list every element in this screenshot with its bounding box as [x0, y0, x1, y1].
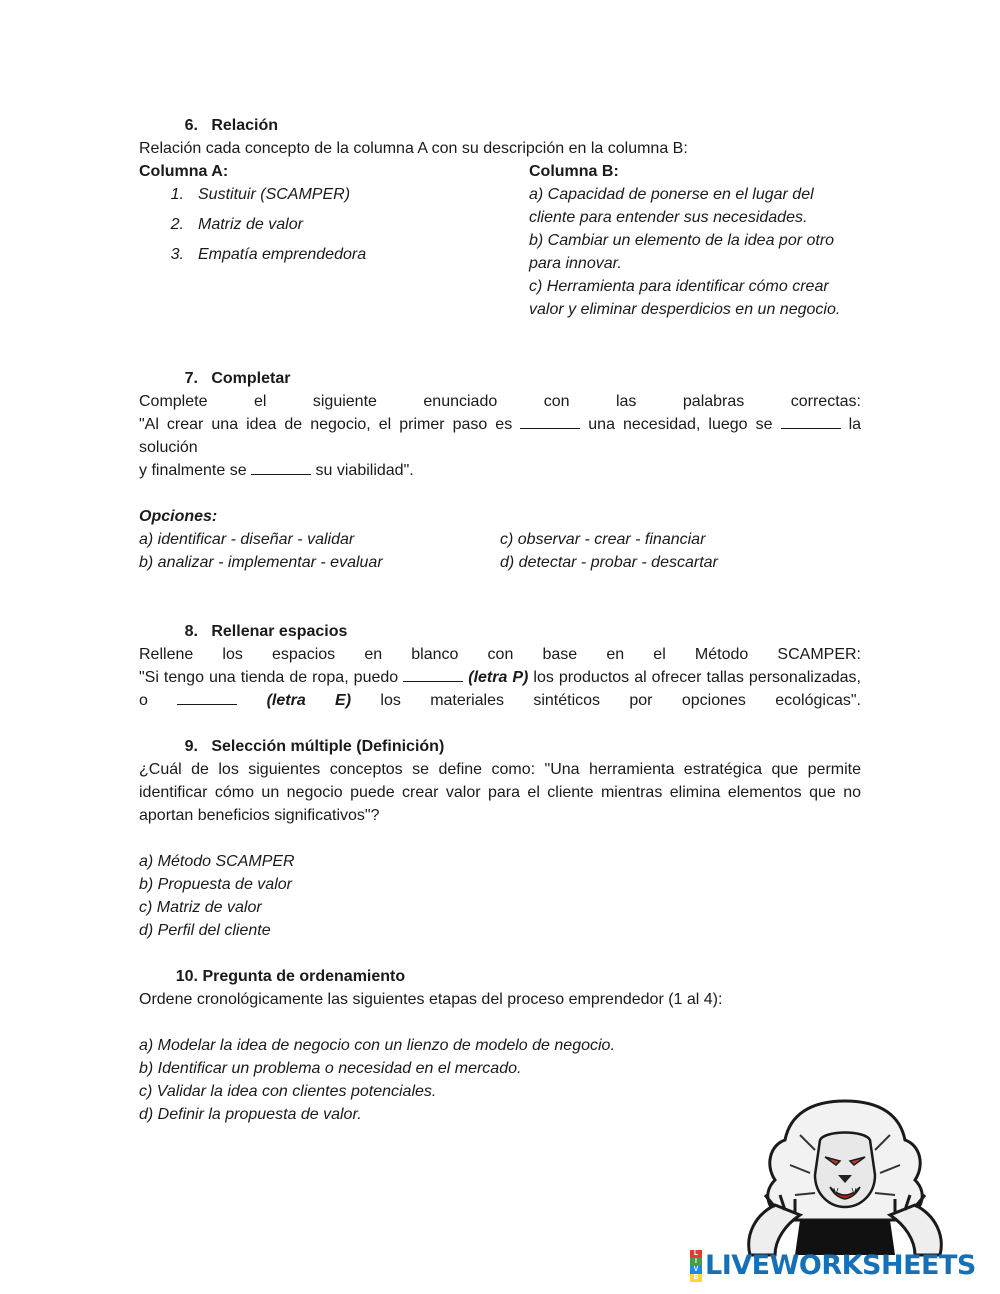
live-badge-icon: L I V E	[690, 1250, 702, 1282]
section-number: 10.	[175, 968, 198, 985]
section-title: Completar	[211, 370, 291, 387]
blank-input[interactable]	[177, 690, 237, 705]
matching-columns	[139, 160, 861, 321]
section-title: Relación	[211, 117, 279, 134]
hint-letter-p: (letra P)	[468, 669, 529, 686]
section-6-heading	[139, 114, 861, 137]
column-a-item[interactable]: 2. Matriz de valor	[170, 216, 303, 233]
order-item[interactable]: a) Modelar la idea de negocio con un lienzo de modelo de negocio.	[139, 1037, 615, 1054]
option-a[interactable]: a) identificar - diseñar - validar	[139, 531, 355, 548]
section-8-line2: o (letra E) los materiales sintéticos por opciones ecológicas".	[139, 692, 861, 709]
mc-option[interactable]: d) Perfil del cliente	[139, 922, 271, 939]
section-10-heading	[139, 965, 861, 988]
options-row	[139, 528, 861, 551]
wordmark-text: LIVEWORKSHEETS	[705, 1250, 976, 1281]
section-title: Selección múltiple (Definición)	[211, 738, 445, 755]
blank-input[interactable]	[781, 414, 841, 429]
column-b-line: valor y eliminar desperdicios en un negocio.	[529, 301, 841, 318]
section-number: 6.	[184, 117, 198, 134]
hint-letter-e: (letra E)	[266, 692, 352, 709]
section-number: 7.	[184, 370, 198, 387]
section-number: 8.	[184, 623, 198, 640]
column-a	[139, 160, 529, 321]
section-title: Pregunta de ordenamiento	[202, 968, 406, 985]
liveworksheets-wordmark	[690, 1250, 976, 1282]
lion-mascot-icon	[730, 1095, 960, 1260]
order-item[interactable]: c) Validar la idea con clientes potenciales.	[139, 1083, 437, 1100]
section-number: 9.	[184, 738, 198, 755]
section-7-sentence-line2: y finalmente se su viabilidad".	[139, 462, 414, 479]
section-7-sentence-line1: "Al crear una idea de negocio, el primer paso es una necesidad, luego se la solución	[139, 416, 862, 456]
section-8-line1: "Si tengo una tienda de ropa, puedo (letra P) los productos al ofrecer tallas personalizadas,	[139, 669, 861, 686]
blank-input[interactable]	[520, 414, 580, 429]
section-8-instruction: Rellene los espacios en blanco con base en el Método SCAMPER:	[139, 646, 861, 663]
worksheet-page	[139, 114, 861, 1126]
mc-option[interactable]: a) Método SCAMPER	[139, 853, 295, 870]
column-a-list	[139, 183, 529, 273]
section-6-instruction: Relación cada concepto de la columna A con su descripción en la columna B:	[139, 140, 688, 157]
mc-option[interactable]: b) Propuesta de valor	[139, 876, 292, 893]
column-b-line: cliente para entender sus necesidades.	[529, 209, 808, 226]
column-b-line: para innovar.	[529, 255, 622, 272]
option-c[interactable]: c) observar - crear - financiar	[500, 531, 706, 548]
order-item[interactable]: b) Identificar un problema o necesidad en el mercado.	[139, 1060, 522, 1077]
order-item[interactable]: d) Definir la propuesta de valor.	[139, 1106, 362, 1123]
column-b-line: c) Herramienta para identificar cómo crear	[529, 278, 829, 295]
column-a-title: Columna A:	[139, 163, 229, 180]
section-7-heading	[139, 367, 861, 390]
mc-option[interactable]: c) Matriz de valor	[139, 899, 262, 916]
options-title: Opciones:	[139, 508, 218, 525]
section-10-instruction: Ordene cronológicamente las siguientes etapas del proceso emprendedor (1 al 4):	[139, 991, 723, 1008]
column-a-item[interactable]: 1. Sustituir (SCAMPER)	[170, 186, 351, 203]
column-b-line: a) Capacidad de ponerse en el lugar del	[529, 186, 814, 203]
blank-input[interactable]	[403, 667, 463, 682]
section-8-heading	[139, 620, 861, 643]
options-row	[139, 551, 861, 574]
column-a-item[interactable]: 3. Empatía emprendedora	[170, 246, 367, 263]
section-9-question: ¿Cuál de los siguientes conceptos se define como: "Una herramienta estratégica que permite identificar cómo un negocio puede crear valor para el cliente mientras elimina elementos que no aportan beneficios significativos"?	[139, 761, 861, 824]
column-b-title: Columna B:	[529, 163, 619, 180]
section-9-heading	[139, 735, 861, 758]
option-d[interactable]: d) detectar - probar - descartar	[500, 554, 718, 571]
column-b	[529, 160, 861, 321]
liveworksheets-logo	[690, 1095, 990, 1290]
column-b-line: b) Cambiar un elemento de la idea por otro	[529, 232, 835, 249]
section-title: Rellenar espacios	[211, 623, 348, 640]
blank-input[interactable]	[251, 460, 311, 475]
section-7-instruction: Complete el siguiente enunciado con las palabras correctas:	[139, 393, 861, 410]
option-b[interactable]: b) analizar - implementar - evaluar	[139, 554, 383, 571]
